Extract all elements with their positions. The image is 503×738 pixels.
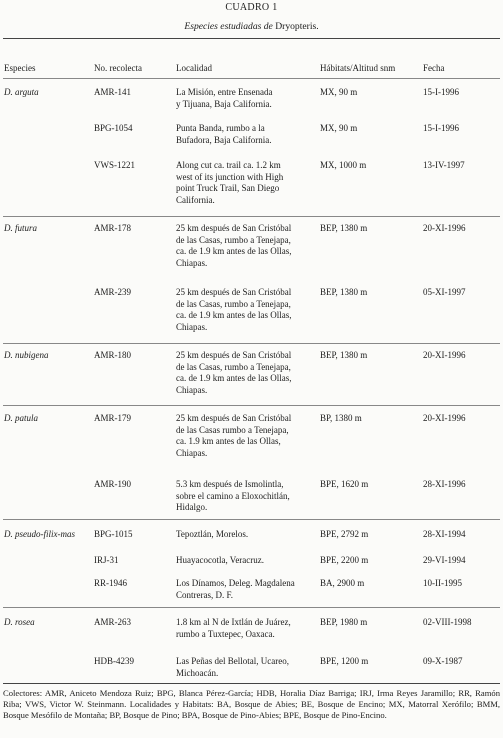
locality-text: 25 km después de San Cristóbal de las Casas, rumbo a Tenejapa, ca. de 1.9 km antes de las Ollas, Chiapas. [176,287,292,332]
header-species: Especies [4,63,36,73]
subtitle-text: Especies estudiadas de [184,21,273,32]
habitat-altitude: BP, 1380 m [320,413,362,423]
locality-text: 25 km después de San Cristóbal de las Casas, rumbo a Tenejapa, ca. de 1.9 km antes de las Ollas, Chiapas. [176,350,292,395]
collection-number: BPG-1015 [94,529,133,539]
habitat-altitude: BPE, 1200 m [320,656,369,666]
collection-date: 05-XI-1997 [423,287,466,297]
locality-text: Punta Banda, rumbo a la Bufadora, Baja California. [176,123,272,145]
species-group-separator [3,216,500,217]
species-group-separator [3,607,500,608]
collection-number: AMR-178 [94,223,132,233]
locality-text: Huayacocotla, Veracruz. [176,555,265,565]
habitat-altitude: BEP, 1380 m [320,287,368,297]
species-name: D. patula [4,413,39,423]
collection-date: 15-I-1996 [423,87,459,97]
locality-text: 1.8 km al N de Ixtlán de Juárez, rumbo a Tuxtepec, Oaxaca. [176,617,291,639]
species-group-separator [3,405,500,406]
habitat-altitude: MX, 90 m [320,87,358,97]
collection-date: 20-XI-1996 [423,413,466,423]
locality-text: 25 km después de San Cristóbal de las Casas rumbo a Tenejapa, ca. 1.9 km antes de las Ollas, Chiapas. [176,413,292,458]
species-name: D. nubigena [4,350,49,360]
species-name: D. rosea [4,617,35,627]
collection-number: AMR-180 [94,350,132,360]
collection-date: 20-XI-1996 [423,223,466,233]
collection-number: AMR-141 [94,87,132,97]
species-name: D. arguta [4,87,39,97]
collection-date: 20-XI-1996 [423,350,466,360]
locality-text: Los Dínamos, Deleg. Magdalena Contreras, D. F. [176,578,295,600]
locality-text: Along cut ca. trail ca. 1.2 km west of its junction with High point Truck Trail, San Diego California. [176,160,284,205]
habitat-altitude: BEP, 1980 m [320,617,368,627]
collection-number: VWS-1221 [94,160,135,170]
header-rule [3,78,500,79]
collection-number: BPG-1054 [94,123,133,133]
collection-date: 28-XI-1994 [423,529,466,539]
habitat-altitude: BEP, 1380 m [320,350,368,360]
locality-text: La Misión, entre Ensenada y Tijuana, Baja California. [176,87,273,109]
collection-date: 15-I-1996 [423,123,459,133]
header-date: Fecha [423,63,445,73]
header-collection: No. recolecta [94,63,142,73]
collection-number: AMR-179 [94,413,132,423]
top-rule [3,38,500,39]
habitat-altitude: BEP, 1380 m [320,223,368,233]
collection-date: 09-X-1987 [423,656,463,666]
locality-text: 25 km después de San Cristóbal de las Casas, rumbo a Tenejapa, ca. de 1.9 km antes de las Ollas, Chiapas. [176,223,292,268]
collection-date: 29-VI-1994 [423,555,466,565]
collection-date: 13-IV-1997 [423,160,465,170]
habitat-altitude: BPE, 2200 m [320,555,369,565]
habitat-altitude: MX, 1000 m [320,160,367,170]
habitat-altitude: BPE, 1620 m [320,479,369,489]
locality-text: Las Peñas del Bellotal, Ucareo, Michoacán. [176,656,289,678]
collection-date: 02-VIII-1998 [423,617,472,627]
header-locality: Localidad [176,63,212,73]
collection-number: RR-1946 [94,578,128,588]
habitat-altitude: BPE, 2792 m [320,529,369,539]
locality-text: Tepoztlán, Morelos. [176,529,249,539]
collection-number: AMR-190 [94,479,132,489]
habitat-altitude: BA, 2900 m [320,578,365,588]
collection-number: HDB-4239 [94,656,134,666]
species-name: D. futura [4,223,38,233]
bottom-rule [3,683,500,684]
locality-text: 5.3 km después de Ismolintla, sobre el camino a Eloxochitlán, Hidalgo. [176,479,290,513]
habitat-altitude: MX, 90 m [320,123,358,133]
collection-date: 28-XI-1996 [423,479,466,489]
header-habitat: Hábitats/Altitud snm [320,63,396,73]
collection-date: 10-II-1995 [423,578,462,588]
species-group-separator [3,519,500,520]
species-group-separator [3,343,500,344]
collection-number: AMR-239 [94,287,132,297]
table-subtitle [0,21,503,32]
table-title: CUADRO 1 [225,2,278,13]
collection-number: IRJ-31 [94,555,119,565]
subtitle-genus: Dryopteris. [275,21,319,32]
table-footnote: Colectores: AMR, Aniceto Mendoza Ruiz; BPG, Blanca Pérez-García; HDB, Horalia Díaz Barriga; IRJ, Irma Reyes Jaramillo; RR, Ramón Riba; VWS, Victor W. Steinmann. Localidades y Habitats: BA, Bosque de Abies; BE, Bosque de Encino; MX, Matorral Xerófilo; BMM, Bosque Mesófilo de Montaña; BP, Bosque de Pino; BPA, Bosque de Pino-Abies; BPE, Bosque de Pino-Encino. [3,688,500,721]
species-name: D. pseudo-filix-mas [4,529,75,539]
collection-number: AMR-263 [94,617,132,627]
